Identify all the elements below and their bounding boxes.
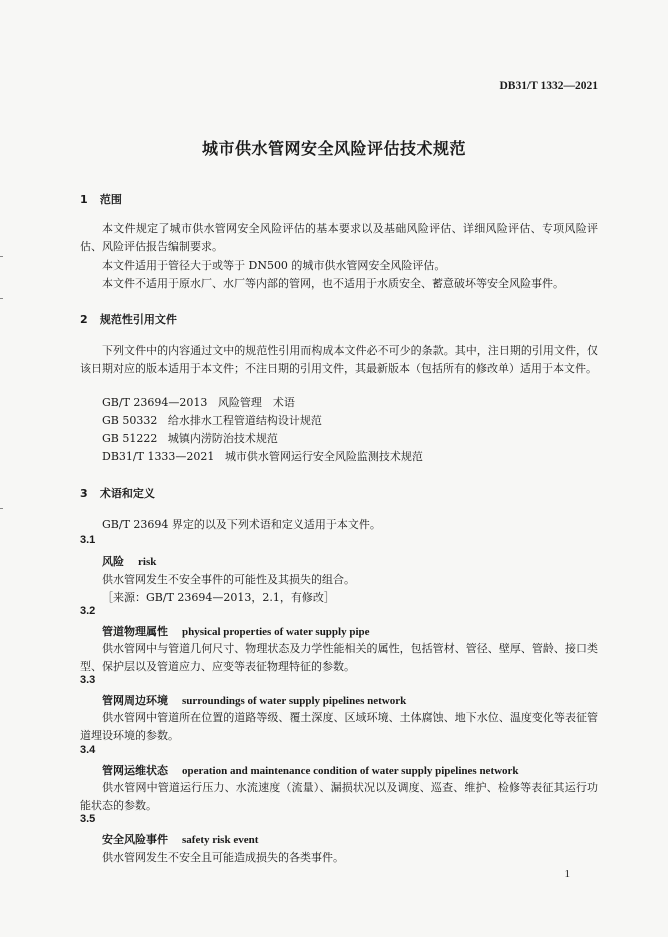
section-heading-1 — [80, 191, 122, 207]
edge-mark — [0, 256, 3, 257]
term-en: surroundings of water supply pipelines network — [182, 695, 407, 707]
term-number: 3.4 — [80, 744, 96, 756]
term-number: 3.5 — [80, 813, 96, 825]
term-number: 3.3 — [80, 674, 96, 686]
reference-code: DB31/T 1333—2021 — [102, 450, 215, 463]
term-en: risk — [138, 556, 157, 568]
section-intro: GB/T 23694 界定的以及下列术语和定义适用于本文件。 — [102, 518, 381, 531]
section-title: 范围 — [99, 193, 122, 206]
term-entry — [102, 831, 258, 847]
reference-code: GB 50332 — [102, 414, 158, 427]
term-source: ［来源：GB/T 23694—2013，2.1，有修改］ — [102, 591, 335, 604]
section-title: 术语和定义 — [99, 487, 155, 500]
term-entry — [102, 553, 156, 569]
page-number: 1 — [564, 868, 570, 880]
section-number: 3 — [80, 487, 88, 500]
term-en: safety risk event — [182, 834, 259, 846]
reference-item — [102, 412, 322, 428]
paragraph: 本文件不适用于原水厂、水厂等内部的管网，也不适用于水质安全、蓄意破坏等安全风险事件。 — [102, 277, 564, 290]
paragraph: 本文件规定了城市供水管网安全风险评估的基本要求以及基础风险评估、详细风险评估、专项风险评估、风险评估报告编制要求。 — [80, 222, 598, 253]
term-zh: 管网运维状态 — [102, 764, 168, 777]
term-definition: 供水管网发生不安全事件的可能性及其损失的组合。 — [102, 573, 355, 586]
section-title: 规范性引用文件 — [99, 313, 177, 326]
reference-code: GB 51222 — [102, 432, 158, 445]
term-entry — [102, 623, 370, 639]
doc-code: DB31/T 1332—2021 — [499, 80, 598, 92]
term-number: 3.2 — [80, 605, 96, 617]
edge-mark — [0, 508, 3, 509]
term-zh: 管网周边环境 — [102, 694, 168, 707]
reference-name: 城市供水管网运行安全风险监测技术规范 — [224, 450, 423, 463]
reference-item — [102, 430, 278, 446]
reference-name: 风险管理 术语 — [217, 396, 295, 409]
page-title: 城市供水管网安全风险评估技术规范 — [201, 139, 466, 158]
term-entry — [102, 762, 519, 778]
paragraph: 本文件适用于管径大于或等于 DN500 的城市供水管网安全风险评估。 — [102, 259, 446, 272]
term-zh: 管道物理属性 — [102, 625, 168, 638]
term-definition: 供水管网中管道运行压力、水流速度（流量）、漏损状况以及调度、巡查、维护、检修等表征其运行功能状态的参数。 — [80, 781, 598, 812]
term-en: operation and maintenance condition of water supply pipelines network — [182, 765, 519, 777]
reference-item — [102, 448, 423, 464]
section-heading-2 — [80, 311, 177, 327]
reference-name: 城镇内涝防治技术规范 — [167, 432, 278, 445]
term-zh: 安全风险事件 — [102, 833, 168, 846]
term-number: 3.1 — [80, 534, 96, 546]
term-entry — [102, 692, 406, 708]
section-number: 1 — [80, 193, 88, 206]
reference-code: GB/T 23694—2013 — [102, 396, 208, 409]
reference-name: 给水排水工程管道结构设计规范 — [167, 414, 322, 427]
term-en: physical properties of water supply pipe — [182, 626, 370, 638]
paragraph: 下列文件中的内容通过文中的规范性引用而构成本文件必不可少的条款。其中，注日期的引用文件，仅该日期对应的版本适用于本文件；不注日期的引用文件，其最新版本（包括所有的修改单）适用于本文件。 — [80, 344, 598, 375]
term-zh: 风险 — [102, 555, 124, 568]
reference-item — [102, 394, 295, 410]
section-heading-3 — [80, 485, 155, 501]
term-definition: 供水管网中与管道几何尺寸、物理状态及力学性能相关的属性，包括管材、管径、壁厚、管龄、接口类型、保护层以及管道应力、应变等表征物理特征的参数。 — [80, 642, 598, 673]
term-definition: 供水管网发生不安全且可能造成损失的各类事件。 — [102, 851, 344, 864]
section-number: 2 — [80, 313, 88, 326]
term-definition: 供水管网中管道所在位置的道路等级、覆土深度、区域环境、土体腐蚀、地下水位、温度变化等表征管道埋设环境的参数。 — [80, 711, 598, 742]
edge-mark — [0, 298, 3, 299]
